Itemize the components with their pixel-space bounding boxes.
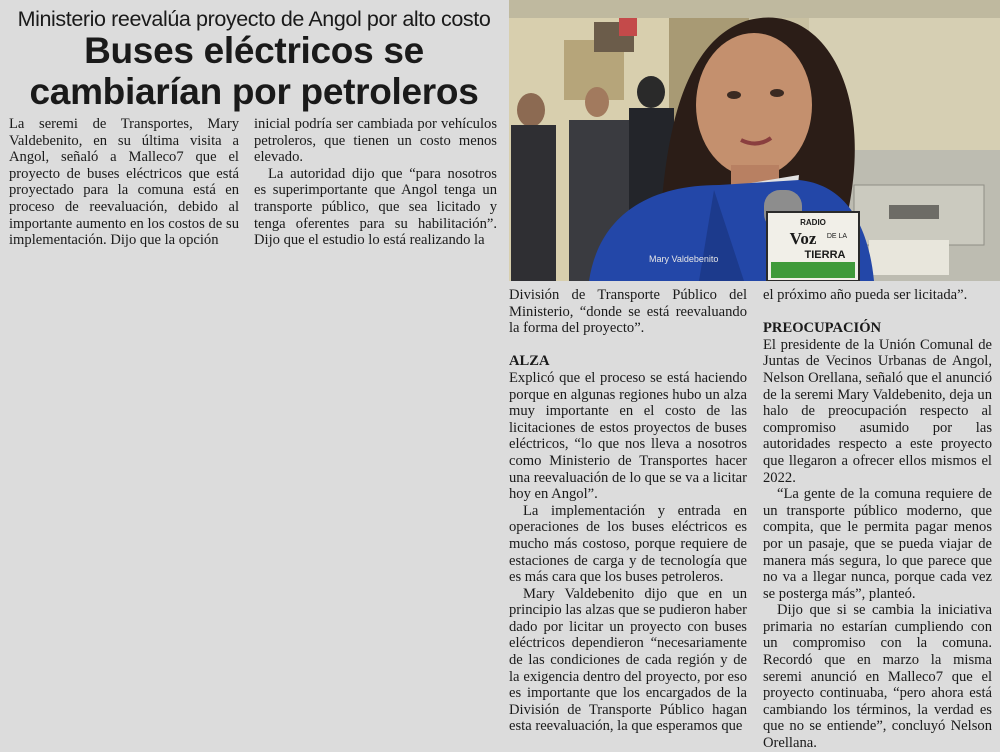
paragraph: El presidente de la Unión Comunal de Juntas de Vecinos Urbanas de Angol, Nelson Orellana, señaló que el anunció de la seremi Mary Valdebenito, deja un halo de preocupación respecto al compromiso asumido por las autoridades respecto a este proyecto que llegaron a ofrecer ellos mismos el 2022. <box>763 336 992 486</box>
article-column-3 <box>509 287 747 735</box>
subhead-preocupacion: PREOCUPACIÓN <box>763 320 882 337</box>
kicker: Ministerio reevalúa proyecto de Angol por alto costo <box>17 7 491 31</box>
article-column-1 <box>9 116 239 249</box>
photo-illustration <box>509 0 1000 281</box>
headline-line-1: Buses eléctricos se <box>84 30 424 71</box>
news-photo <box>509 0 1000 281</box>
paragraph: “La gente de la comuna requiere de un transporte público moderno, que compita, que le permita pagar menos por un pasaje, que se pueda viajar de manera más segura, lo que parece que no va a llegar nunca, porque cada vez se posterga más”, planteó. <box>763 486 992 602</box>
paragraph: La autoridad dijo que “para nosotros es superimportante que Angol tenga un transporte público, que sea licitado y tenga oferentes para su habilitación”. Dijo que el estudio lo está realizando la <box>254 165 497 249</box>
subhead-alza: ALZA <box>509 353 550 370</box>
paragraph: inicial podría ser cambiada por vehículos petroleros, que tienen un costo menos elevado. <box>254 116 497 166</box>
jacket-text: Mary Valdebenito <box>649 254 719 264</box>
headline <box>8 30 500 112</box>
paragraph: La seremi de Transportes, Mary Valdebenito, en su última visita a Angol, señaló a Malleco7 que el proyecto de buses eléctricos que está proyectado para la comuna está en proceso de reevaluación, debido al importante aumento en los costos de su implementación. Dijo que la opción <box>9 116 239 249</box>
mic-flag-line-1: RADIO <box>800 218 826 227</box>
paragraph: Explicó que el proceso se está haciendo porque en algunas regiones hubo un alza muy importante en el costo de las licitaciones de estos proyectos de buses eléctricos, “lo que nos lleva a nosotros como Ministerio de Transportes hacer una reevaluación de lo que se va a licitar hoy en Angol”. <box>509 369 747 503</box>
paragraph: Mary Valdebenito dijo que en un principio las alzas que se pudieron haber dado por licitar un proyecto con buses eléctricos dependieron “necesariamente de las condiciones de cada región y de la exigencia dentro del proyecto, por eso es importante que los encargados de la División de Transporte Público hagan esta reevaluación, la que esperamos que <box>509 585 747 735</box>
article-column-4 <box>763 287 992 752</box>
mic-flag-line-4: TIERRA <box>804 249 846 261</box>
paragraph: División de Transporte Público del Ministerio, “donde se está reevaluando la forma del proyecto”. <box>509 287 747 337</box>
paragraph: Dijo que si se cambia la iniciativa primaria no estarían cumpliendo con un compromiso con la comuna. Recordó que en marzo la misma seremi anunció en Malleco7 que el proyecto continuaba, “pero ahora está cambiando los términos, la verdad es que no se entiende”, concluyó Nelson Orellana. <box>763 602 992 752</box>
mic-flag-line-2: Voz <box>789 229 817 248</box>
paragraph: el próximo año pueda ser licitada”. <box>763 287 968 303</box>
article-column-2 <box>254 116 497 249</box>
headline-line-2: cambiarían por petroleros <box>29 71 479 112</box>
mic-flag-line-3: DE LA <box>826 233 848 240</box>
paragraph: La implementación y entrada en operaciones de los buses eléctricos es mucho más costoso, porque requiere de estaciones de carga y de tecnología que es más cara que los buses petroleros. <box>509 502 747 586</box>
